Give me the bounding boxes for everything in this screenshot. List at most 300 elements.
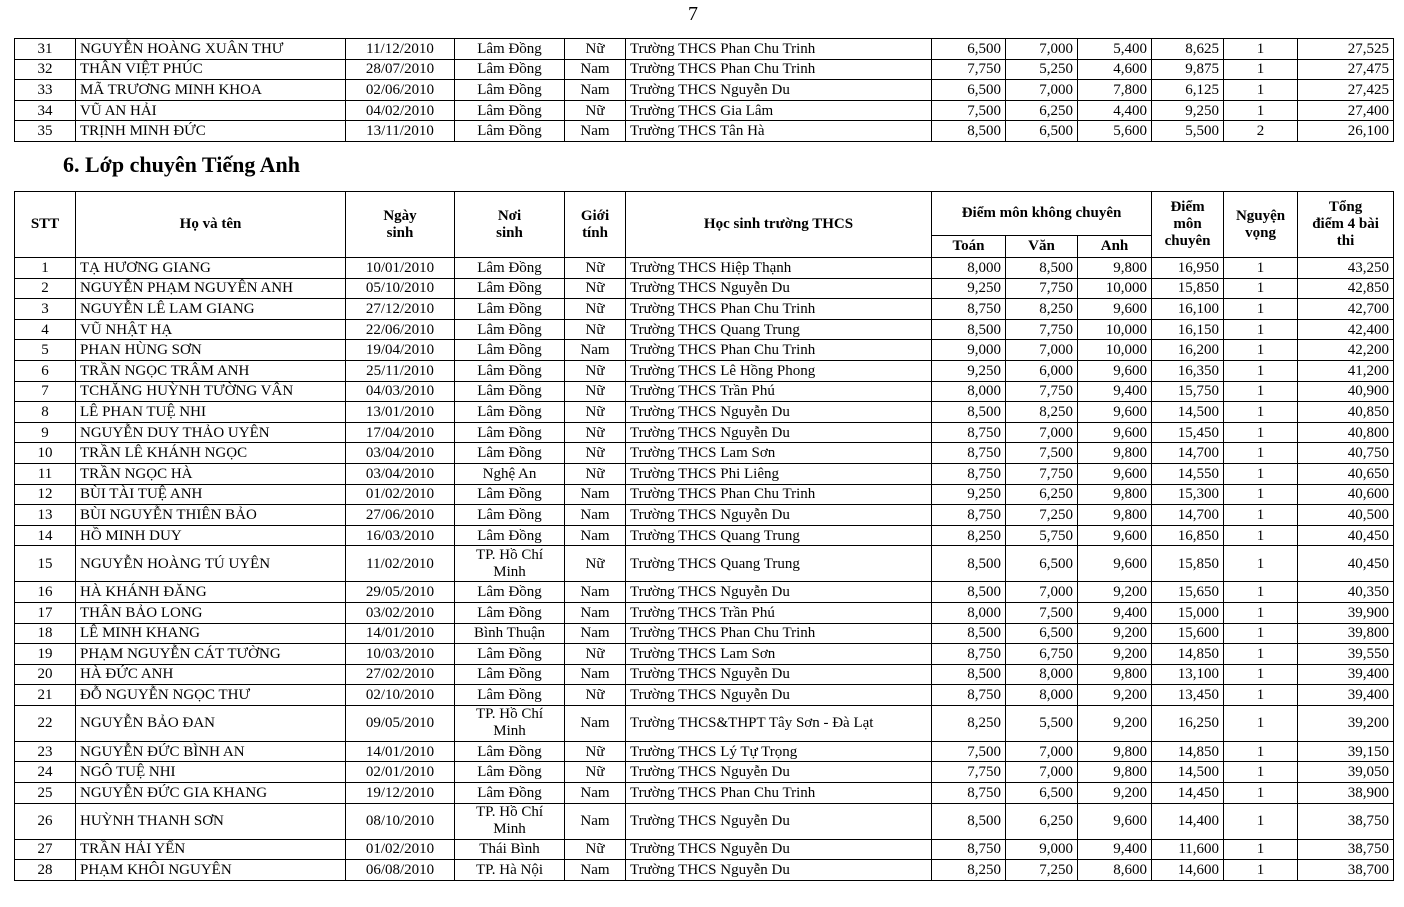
cell-english: 9,800 (1078, 258, 1152, 279)
cell-wish: 1 (1224, 602, 1298, 623)
cell-special: 16,100 (1152, 299, 1224, 320)
cell-math: 7,500 (932, 100, 1006, 121)
cell-birthplace: Lâm Đồng (455, 100, 565, 121)
cell-special: 15,850 (1152, 546, 1224, 582)
cell-wish: 1 (1224, 59, 1298, 80)
cell-name: TRỊNH MINH ĐỨC (76, 121, 346, 142)
cell-stt: 25 (15, 783, 76, 804)
cell-literature: 6,000 (1006, 360, 1078, 381)
cell-birthplace: TP. Hồ Chí Minh (455, 803, 565, 839)
cell-dob: 03/04/2010 (346, 463, 455, 484)
cell-school: Trường THCS Nguyễn Du (626, 762, 932, 783)
cell-dob: 05/10/2010 (346, 278, 455, 299)
table-row (15, 685, 1394, 706)
cell-literature: 9,000 (1006, 839, 1078, 860)
cell-literature: 6,500 (1006, 623, 1078, 644)
cell-english: 9,600 (1078, 803, 1152, 839)
cell-dob: 27/06/2010 (346, 505, 455, 526)
cell-name: NGUYỄN HOÀNG XUÂN THƯ (76, 39, 346, 60)
cell-total: 39,550 (1298, 644, 1394, 665)
cell-school: Trường THCS Tân Hà (626, 121, 932, 142)
cell-dob: 11/02/2010 (346, 546, 455, 582)
cell-name: LÊ MINH KHANG (76, 623, 346, 644)
cell-gender: Nam (565, 602, 626, 623)
cell-birthplace: Nghệ An (455, 463, 565, 484)
cell-stt: 16 (15, 582, 76, 603)
cell-literature: 7,500 (1006, 602, 1078, 623)
cell-school: Trường THCS Phan Chu Trinh (626, 39, 932, 60)
cell-total: 42,700 (1298, 299, 1394, 320)
cell-math: 8,750 (932, 422, 1006, 443)
cell-special: 16,250 (1152, 705, 1224, 741)
cell-name: HÀ ĐỨC ANH (76, 664, 346, 685)
cell-wish: 1 (1224, 360, 1298, 381)
cell-total: 40,450 (1298, 546, 1394, 582)
cell-literature: 6,500 (1006, 783, 1078, 804)
cell-literature: 7,000 (1006, 340, 1078, 361)
cell-wish: 1 (1224, 685, 1298, 706)
cell-math: 8,250 (932, 860, 1006, 881)
cell-stt: 34 (15, 100, 76, 121)
cell-total: 27,525 (1298, 39, 1394, 60)
table-row (15, 525, 1394, 546)
cell-school: Trường THCS Nguyễn Du (626, 278, 932, 299)
cell-stt: 5 (15, 340, 76, 361)
cell-birthplace: Lâm Đồng (455, 644, 565, 665)
cell-english: 10,000 (1078, 319, 1152, 340)
cell-birthplace: Lâm Đồng (455, 685, 565, 706)
cell-dob: 19/04/2010 (346, 340, 455, 361)
cell-special: 14,700 (1152, 505, 1224, 526)
cell-school: Trường THCS Phan Chu Trinh (626, 340, 932, 361)
table-row (15, 484, 1394, 505)
cell-total: 39,900 (1298, 602, 1394, 623)
cell-school: Trường THCS Nguyễn Du (626, 839, 932, 860)
cell-school: Trường THCS Hiệp Thạnh (626, 258, 932, 279)
cell-name: NGUYỄN ĐỨC GIA KHANG (76, 783, 346, 804)
cell-wish: 1 (1224, 644, 1298, 665)
cell-school: Trường THCS Nguyễn Du (626, 422, 932, 443)
cell-special: 15,650 (1152, 582, 1224, 603)
cell-gender: Nam (565, 121, 626, 142)
cell-total: 27,425 (1298, 80, 1394, 101)
cell-total: 40,850 (1298, 402, 1394, 423)
cell-wish: 1 (1224, 463, 1298, 484)
cell-special: 5,500 (1152, 121, 1224, 142)
cell-dob: 03/04/2010 (346, 443, 455, 464)
cell-literature: 7,000 (1006, 80, 1078, 101)
cell-gender: Nam (565, 484, 626, 505)
cell-total: 42,200 (1298, 340, 1394, 361)
cell-total: 40,350 (1298, 582, 1394, 603)
cell-special: 16,950 (1152, 258, 1224, 279)
cell-math: 8,750 (932, 783, 1006, 804)
cell-special: 14,700 (1152, 443, 1224, 464)
cell-dob: 11/12/2010 (346, 39, 455, 60)
cell-stt: 1 (15, 258, 76, 279)
cell-wish: 1 (1224, 381, 1298, 402)
cell-wish: 1 (1224, 258, 1298, 279)
cell-wish: 1 (1224, 505, 1298, 526)
cell-stt: 22 (15, 705, 76, 741)
cell-total: 40,800 (1298, 422, 1394, 443)
section-title: 6. Lớp chuyên Tiếng Anh (63, 152, 300, 177)
cell-total: 26,100 (1298, 121, 1394, 142)
cell-birthplace: Lâm Đồng (455, 39, 565, 60)
cell-special: 14,850 (1152, 644, 1224, 665)
cell-school: Trường THCS Phan Chu Trinh (626, 783, 932, 804)
cell-literature: 8,500 (1006, 258, 1078, 279)
header-english: Anh (1078, 236, 1152, 258)
cell-school: Trường THCS Lê Hồng Phong (626, 360, 932, 381)
cell-math: 8,500 (932, 402, 1006, 423)
cell-name: PHAN HÙNG SƠN (76, 340, 346, 361)
cell-gender: Nữ (565, 319, 626, 340)
cell-school: Trường THCS Nguyễn Du (626, 80, 932, 101)
table-row (15, 319, 1394, 340)
cell-name: BÙI NGUYỄN THIÊN BẢO (76, 505, 346, 526)
table-row (15, 422, 1394, 443)
table-row (15, 664, 1394, 685)
cell-math: 9,250 (932, 360, 1006, 381)
table-row (15, 839, 1394, 860)
cell-literature: 7,250 (1006, 860, 1078, 881)
cell-math: 8,500 (932, 803, 1006, 839)
cell-birthplace: Lâm Đồng (455, 278, 565, 299)
cell-dob: 08/10/2010 (346, 803, 455, 839)
cell-school: Trường THCS Nguyễn Du (626, 402, 932, 423)
header-school: Học sinh trường THCS (626, 192, 932, 258)
cell-wish: 1 (1224, 319, 1298, 340)
cell-name: TCHĂNG HUỲNH TƯỜNG VÂN (76, 381, 346, 402)
cell-literature: 8,250 (1006, 402, 1078, 423)
cell-special: 14,450 (1152, 783, 1224, 804)
cell-stt: 21 (15, 685, 76, 706)
cell-name: HUỲNH THANH SƠN (76, 803, 346, 839)
cell-special: 6,125 (1152, 80, 1224, 101)
cell-birthplace: TP. Hà Nội (455, 860, 565, 881)
cell-special: 14,600 (1152, 860, 1224, 881)
cell-math: 8,250 (932, 525, 1006, 546)
cell-dob: 25/11/2010 (346, 360, 455, 381)
cell-english: 9,400 (1078, 839, 1152, 860)
cell-math: 8,500 (932, 582, 1006, 603)
cell-stt: 6 (15, 360, 76, 381)
cell-english: 9,800 (1078, 664, 1152, 685)
cell-gender: Nữ (565, 381, 626, 402)
cell-total: 38,750 (1298, 803, 1394, 839)
cell-gender: Nữ (565, 258, 626, 279)
cell-english: 9,600 (1078, 525, 1152, 546)
cell-math: 6,500 (932, 39, 1006, 60)
cell-school: Trường THCS Trần Phú (626, 602, 932, 623)
cell-special: 16,200 (1152, 340, 1224, 361)
cell-total: 42,400 (1298, 319, 1394, 340)
table-row (15, 644, 1394, 665)
cell-literature: 7,750 (1006, 278, 1078, 299)
cell-math: 8,000 (932, 381, 1006, 402)
cell-gender: Nữ (565, 644, 626, 665)
cell-stt: 11 (15, 463, 76, 484)
cell-wish: 1 (1224, 741, 1298, 762)
cell-name: TRẦN LÊ KHÁNH NGỌC (76, 443, 346, 464)
cell-wish: 2 (1224, 121, 1298, 142)
cell-special: 14,550 (1152, 463, 1224, 484)
table-row (15, 582, 1394, 603)
cell-gender: Nữ (565, 39, 626, 60)
cell-math: 7,750 (932, 762, 1006, 783)
cell-name: THÂN BẢO LONG (76, 602, 346, 623)
cell-wish: 1 (1224, 582, 1298, 603)
cell-special: 11,600 (1152, 839, 1224, 860)
cell-birthplace: Lâm Đồng (455, 299, 565, 320)
cell-math: 8,750 (932, 644, 1006, 665)
cell-special: 15,000 (1152, 602, 1224, 623)
cell-dob: 04/03/2010 (346, 381, 455, 402)
cell-school: Trường THCS Lam Sơn (626, 644, 932, 665)
table-row (15, 381, 1394, 402)
cell-birthplace: Lâm Đồng (455, 402, 565, 423)
cell-dob: 06/08/2010 (346, 860, 455, 881)
cell-math: 7,500 (932, 741, 1006, 762)
cell-total: 39,400 (1298, 685, 1394, 706)
cell-math: 8,250 (932, 705, 1006, 741)
cell-school: Trường THCS Nguyễn Du (626, 582, 932, 603)
header-nonspecial-scores: Điểm môn không chuyên (932, 192, 1152, 236)
cell-birthplace: Lâm Đồng (455, 443, 565, 464)
cell-english: 9,800 (1078, 762, 1152, 783)
cell-gender: Nam (565, 783, 626, 804)
cell-gender: Nữ (565, 762, 626, 783)
cell-wish: 1 (1224, 402, 1298, 423)
cell-literature: 6,250 (1006, 803, 1078, 839)
cell-literature: 8,000 (1006, 664, 1078, 685)
cell-stt: 32 (15, 59, 76, 80)
cell-special: 16,150 (1152, 319, 1224, 340)
cell-gender: Nam (565, 623, 626, 644)
cell-birthplace: Lâm Đồng (455, 121, 565, 142)
cell-english: 9,600 (1078, 422, 1152, 443)
cell-stt: 35 (15, 121, 76, 142)
cell-birthplace: Lâm Đồng (455, 762, 565, 783)
table-row (15, 623, 1394, 644)
cell-special: 16,350 (1152, 360, 1224, 381)
cell-school: Trường THCS Nguyễn Du (626, 505, 932, 526)
table-row (15, 741, 1394, 762)
cell-name: MÃ TRƯƠNG MINH KHOA (76, 80, 346, 101)
cell-stt: 13 (15, 505, 76, 526)
cell-gender: Nữ (565, 100, 626, 121)
cell-birthplace: Lâm Đồng (455, 783, 565, 804)
cell-dob: 02/06/2010 (346, 80, 455, 101)
cell-literature: 7,000 (1006, 741, 1078, 762)
cell-birthplace: Lâm Đồng (455, 664, 565, 685)
cell-math: 9,000 (932, 340, 1006, 361)
cell-math: 6,500 (932, 80, 1006, 101)
cell-dob: 29/05/2010 (346, 582, 455, 603)
cell-name: NGÔ TUỆ NHI (76, 762, 346, 783)
cell-english: 5,400 (1078, 39, 1152, 60)
cell-special: 14,500 (1152, 402, 1224, 423)
cell-math: 8,500 (932, 546, 1006, 582)
cell-birthplace: Lâm Đồng (455, 319, 565, 340)
cell-birthplace: Lâm Đồng (455, 340, 565, 361)
cell-total: 43,250 (1298, 258, 1394, 279)
header-math: Toán (932, 236, 1006, 258)
cell-special: 14,500 (1152, 762, 1224, 783)
cell-school: Trường THCS Trần Phú (626, 381, 932, 402)
cell-stt: 14 (15, 525, 76, 546)
cell-gender: Nữ (565, 685, 626, 706)
table-row (15, 360, 1394, 381)
cell-english: 9,200 (1078, 582, 1152, 603)
cell-math: 8,000 (932, 258, 1006, 279)
cell-special: 8,625 (1152, 39, 1224, 60)
cell-birthplace: Lâm Đồng (455, 80, 565, 101)
cell-school: Trường THCS Lý Tự Trọng (626, 741, 932, 762)
cell-special: 13,450 (1152, 685, 1224, 706)
cell-name: PHẠM KHÔI NGUYÊN (76, 860, 346, 881)
cell-name: ĐỖ NGUYỄN NGỌC THƯ (76, 685, 346, 706)
cell-wish: 1 (1224, 546, 1298, 582)
cell-gender: Nữ (565, 402, 626, 423)
table-row (15, 705, 1394, 741)
cell-total: 39,800 (1298, 623, 1394, 644)
cell-name: NGUYỄN HOÀNG TÚ UYÊN (76, 546, 346, 582)
cell-literature: 7,250 (1006, 505, 1078, 526)
cell-english: 9,400 (1078, 381, 1152, 402)
cell-birthplace: Lâm Đồng (455, 360, 565, 381)
header-name: Họ và tên (76, 192, 346, 258)
cell-school: Trường THCS Phan Chu Trinh (626, 299, 932, 320)
cell-stt: 12 (15, 484, 76, 505)
cell-name: NGUYỄN ĐỨC BÌNH AN (76, 741, 346, 762)
cell-school: Trường THCS Nguyễn Du (626, 860, 932, 881)
cell-math: 7,750 (932, 59, 1006, 80)
cell-gender: Nam (565, 59, 626, 80)
cell-wish: 1 (1224, 80, 1298, 101)
cell-english: 9,600 (1078, 299, 1152, 320)
cell-stt: 7 (15, 381, 76, 402)
cell-wish: 1 (1224, 484, 1298, 505)
table-row (15, 463, 1394, 484)
cell-gender: Nữ (565, 360, 626, 381)
cell-wish: 1 (1224, 299, 1298, 320)
cell-special: 15,750 (1152, 381, 1224, 402)
cell-literature: 6,500 (1006, 121, 1078, 142)
cell-math: 8,500 (932, 121, 1006, 142)
cell-total: 39,050 (1298, 762, 1394, 783)
english-class-results-table (14, 191, 1394, 881)
cell-dob: 10/01/2010 (346, 258, 455, 279)
cell-dob: 28/07/2010 (346, 59, 455, 80)
cell-school: Trường THCS Phi Liêng (626, 463, 932, 484)
table-row (15, 121, 1394, 142)
cell-english: 9,800 (1078, 484, 1152, 505)
cell-birthplace: Lâm Đồng (455, 741, 565, 762)
cell-dob: 09/05/2010 (346, 705, 455, 741)
cell-total: 41,200 (1298, 360, 1394, 381)
cell-english: 10,000 (1078, 278, 1152, 299)
cell-birthplace: TP. Hồ Chí Minh (455, 546, 565, 582)
cell-english: 7,800 (1078, 80, 1152, 101)
cell-name: TRẦN NGỌC HÀ (76, 463, 346, 484)
cell-total: 39,400 (1298, 664, 1394, 685)
cell-math: 8,750 (932, 685, 1006, 706)
cell-literature: 7,750 (1006, 381, 1078, 402)
table-row (15, 39, 1394, 60)
cell-total: 39,150 (1298, 741, 1394, 762)
cell-gender: Nữ (565, 299, 626, 320)
cell-math: 9,250 (932, 484, 1006, 505)
cell-total: 42,850 (1298, 278, 1394, 299)
table-row (15, 762, 1394, 783)
cell-total: 38,900 (1298, 783, 1394, 804)
cell-stt: 20 (15, 664, 76, 685)
cell-total: 40,500 (1298, 505, 1394, 526)
cell-name: VŨ NHẬT HẠ (76, 319, 346, 340)
table-row (15, 546, 1394, 582)
cell-dob: 17/04/2010 (346, 422, 455, 443)
cell-literature: 7,000 (1006, 762, 1078, 783)
cell-literature: 7,000 (1006, 422, 1078, 443)
cell-name: VŨ AN HẢI (76, 100, 346, 121)
cell-birthplace: Lâm Đồng (455, 582, 565, 603)
cell-gender: Nữ (565, 839, 626, 860)
cell-name: NGUYỄN LÊ LAM GIANG (76, 299, 346, 320)
cell-dob: 04/02/2010 (346, 100, 455, 121)
cell-name: TRẦN NGỌC TRÂM ANH (76, 360, 346, 381)
table-row (15, 443, 1394, 464)
cell-name: TẠ HƯƠNG GIANG (76, 258, 346, 279)
cell-dob: 19/12/2010 (346, 783, 455, 804)
cell-total: 27,475 (1298, 59, 1394, 80)
cell-english: 9,200 (1078, 623, 1152, 644)
cell-total: 38,700 (1298, 860, 1394, 881)
cell-literature: 7,750 (1006, 463, 1078, 484)
cell-wish: 1 (1224, 803, 1298, 839)
cell-total: 40,600 (1298, 484, 1394, 505)
cell-birthplace: Lâm Đồng (455, 422, 565, 443)
cell-english: 9,800 (1078, 741, 1152, 762)
cell-wish: 1 (1224, 100, 1298, 121)
table-row (15, 59, 1394, 80)
cell-english: 9,200 (1078, 705, 1152, 741)
cell-name: LÊ PHAN TUỆ NHI (76, 402, 346, 423)
cell-math: 8,500 (932, 623, 1006, 644)
cell-special: 13,100 (1152, 664, 1224, 685)
header-birthplace: Nơi sinh (455, 192, 565, 258)
header-gender: Giới tính (565, 192, 626, 258)
cell-stt: 33 (15, 80, 76, 101)
cell-birthplace: Thái Bình (455, 839, 565, 860)
cell-dob: 22/06/2010 (346, 319, 455, 340)
cell-literature: 7,750 (1006, 319, 1078, 340)
cell-stt: 27 (15, 839, 76, 860)
cell-literature: 7,000 (1006, 582, 1078, 603)
cell-stt: 26 (15, 803, 76, 839)
cell-english: 9,600 (1078, 546, 1152, 582)
cell-dob: 10/03/2010 (346, 644, 455, 665)
cell-birthplace: Lâm Đồng (455, 381, 565, 402)
cell-special: 14,850 (1152, 741, 1224, 762)
cell-math: 8,750 (932, 839, 1006, 860)
cell-literature: 5,500 (1006, 705, 1078, 741)
cell-dob: 14/01/2010 (346, 741, 455, 762)
cell-english: 4,600 (1078, 59, 1152, 80)
cell-wish: 1 (1224, 340, 1298, 361)
cell-stt: 2 (15, 278, 76, 299)
